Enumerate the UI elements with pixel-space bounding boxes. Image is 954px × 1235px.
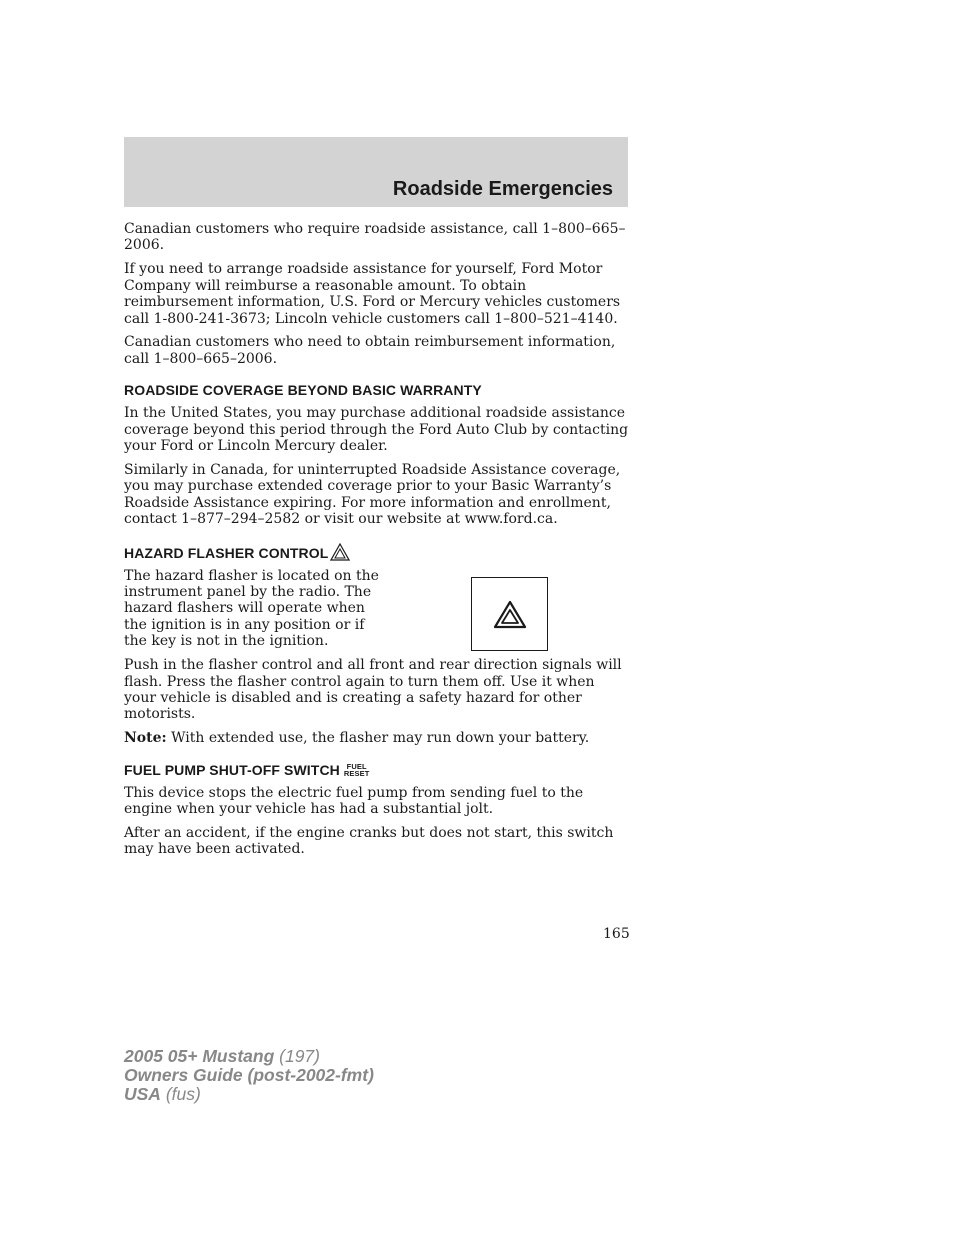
footer-market: USA (124, 1084, 161, 1104)
section-title: Roadside Emergencies (392, 178, 613, 200)
footer-model: 2005 05+ Mustang (124, 1046, 275, 1066)
fuel-reset-symbol (344, 763, 370, 777)
page-number: 165 (603, 926, 630, 942)
coverage-paragraph-1: In the United States, you may purchase additional roadside assistance coverage beyond this period through the Ford Auto Club by contacting your Ford or Lincoln Mercury dealer. (124, 405, 629, 455)
hazard-heading-text: HAZARD FLASHER CONTROL (124, 544, 329, 561)
document-footer (124, 1047, 374, 1104)
coverage-paragraph-2: Similarly in Canada, for uninterrupted Roadside Assistance coverage, you may purchase extended coverage prior to your Basic Warranty’s Roadside Assistance expiring. For more information and enrollment, contact 1–877–294–2582 or visit our website at www.ford.ca. (124, 461, 621, 528)
footer-line-2 (124, 1066, 374, 1085)
fuel-heading (124, 762, 630, 778)
fuel-paragraph-1: This device stops the electric fuel pump from sending fuel to the engine when your vehicle has had a substantial jolt. (124, 784, 584, 818)
hazard-paragraph-1: The hazard flasher is located on the instrument panel by the radio. The hazard flashers will operate when the ignition is in any position or if the key is not in the ignition. (124, 567, 379, 650)
footer-guide: Owners Guide (post-2002-fmt) (124, 1065, 374, 1085)
hazard-triangle-icon (493, 600, 527, 630)
footer-line-1 (124, 1047, 374, 1066)
footer-market-code: (fus) (160, 1084, 201, 1104)
fuel-paragraph-2: After an accident, if the engine cranks but does not start, this switch may have been activated. (124, 824, 614, 858)
note-label: Note: (124, 730, 167, 747)
note-text: With extended use, the flasher may run down your battery. (166, 730, 590, 747)
footer-model-code: (197) (274, 1046, 320, 1066)
hazard-heading (124, 543, 630, 561)
hazard-note (124, 730, 630, 746)
footer-line-3 (124, 1085, 374, 1104)
fuel-symbol-bottom: RESET (343, 768, 370, 778)
hazard-paragraph-2: Push in the flasher control and all front and rear direction signals will flash. Press the flasher control again to turn them off. Use it when your vehicle is disabled and is creating a safety hazard for other motorists. (124, 657, 622, 723)
section-header-band (124, 137, 628, 207)
intro-paragraph-2: If you need to arrange roadside assistance for yourself, Ford Motor Company will reimburse a reasonable amount. To obtain reimbursement information, U.S. Ford or Mercury vehicles customers call 1-800-241-3673; Lincoln vehicle customers call 1–800–521–4140. (124, 261, 621, 327)
intro-paragraph-3: Canadian customers who need to obtain reimbursement information, call 1–800–665–2006. (124, 334, 616, 367)
hazard-flasher-illustration (471, 577, 548, 651)
intro-paragraph-1: Canadian customers who require roadside assistance, call 1–800–665–2006. (124, 221, 626, 254)
fuel-heading-text: FUEL PUMP SHUT-OFF SWITCH (124, 761, 340, 778)
coverage-heading: ROADSIDE COVERAGE BEYOND BASIC WARRANTY (124, 382, 482, 399)
page-content (124, 221, 630, 865)
fuel-symbol-top: FUEL (346, 761, 367, 771)
hazard-warning-icon (330, 543, 350, 561)
